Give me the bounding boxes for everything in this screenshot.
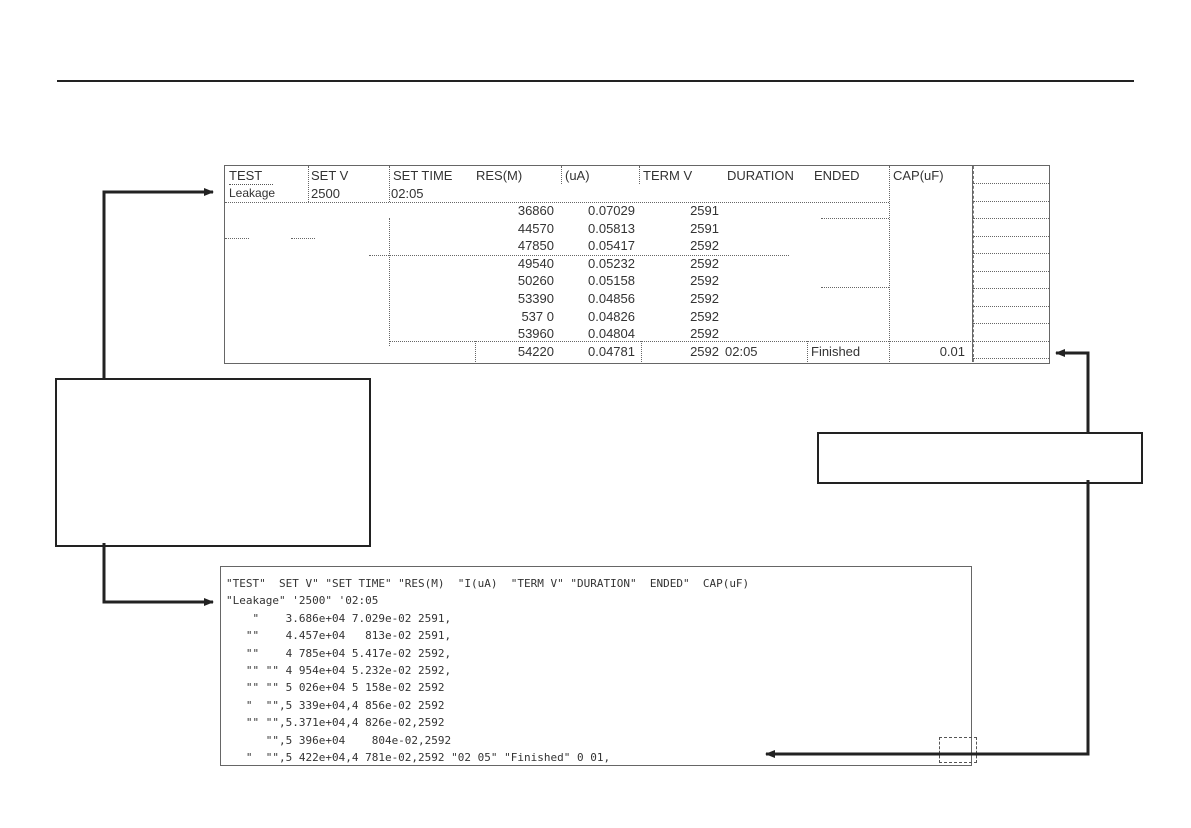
cell-set-v: 2500 <box>311 186 340 201</box>
table-row <box>225 290 973 307</box>
highlight-box <box>939 737 977 763</box>
row-divider <box>973 288 1049 289</box>
row-divider <box>973 236 1049 237</box>
cell-cap <box>895 202 965 219</box>
row-divider <box>973 306 1049 307</box>
text-line: "" "" 4 954e+04 5.232e-02 2592, <box>226 664 452 677</box>
text-line: " "",5 422e+04,4 781e-02,2592 "02 05" "Finished" 0 01, <box>226 751 611 764</box>
header-row <box>225 167 973 184</box>
cell-ua: 0.05417 <box>588 238 635 254</box>
callout-box-left <box>55 378 371 547</box>
table-row <box>225 237 973 254</box>
cell-test: Leakage <box>229 186 276 200</box>
header-ua: (uA) <box>565 168 590 183</box>
cell-ua: 0.07029 <box>588 203 635 218</box>
column-divider <box>639 166 640 184</box>
table-row <box>225 202 973 219</box>
cell-term-v: 2592 <box>690 255 719 271</box>
column-divider <box>561 166 562 184</box>
cell-term-v: 2592 <box>690 273 719 289</box>
arrow-to-dump <box>104 543 213 602</box>
cell-ended: Finished <box>811 343 861 359</box>
column-divider <box>807 341 808 362</box>
cell-res: 53960 <box>517 326 554 342</box>
text-line: "" "",5.371e+04,4 826e-02,2592 <box>226 716 445 730</box>
row-divider <box>291 238 315 239</box>
cell-res: 54220 <box>517 343 554 359</box>
row-divider <box>973 341 1049 342</box>
column-divider <box>389 166 390 202</box>
arrow-to-sheet <box>104 192 213 378</box>
column-divider <box>641 341 642 362</box>
cell-ua: 0.05813 <box>588 220 635 236</box>
arrow-to-sheet-column <box>1056 353 1088 432</box>
header-res: RES(M) <box>476 168 523 183</box>
table-row <box>225 255 973 272</box>
cell-ua: 0.04856 <box>588 291 635 306</box>
header-set-time: SET TIME <box>393 168 453 183</box>
cell-term-v: 2591 <box>690 203 719 218</box>
cell-res: 50260 <box>517 273 554 289</box>
row-divider <box>973 218 1049 219</box>
cell-cap <box>895 290 965 307</box>
row-divider <box>973 201 1049 202</box>
text-line: " 3.686e+04 7.029e-02 2591, <box>226 611 452 625</box>
cell-res: 36860 <box>517 203 554 218</box>
cell-set-time: 02:05 <box>391 186 424 201</box>
cell-cap <box>895 308 965 325</box>
text-line: "" "" 5 026e+04 5 158e-02 2592 <box>226 681 445 695</box>
row-divider <box>225 202 889 203</box>
cell-cap <box>895 220 965 237</box>
header-set-v: SET V <box>311 168 349 183</box>
table-row <box>225 325 973 342</box>
cell-cap <box>895 272 965 289</box>
cell-term-v: 2592 <box>690 238 719 254</box>
cell-res: 49540 <box>517 255 554 271</box>
header-term-v: TERM V <box>643 168 693 183</box>
row-divider <box>369 255 789 256</box>
cell-ua: 0.04804 <box>588 326 635 342</box>
cell-duration: 02:05 <box>725 343 758 359</box>
spreadsheet-view <box>224 165 1050 364</box>
text-output-view <box>220 566 972 766</box>
cell-term-v: 2592 <box>690 326 719 342</box>
cell-term-v: 2591 <box>690 220 719 236</box>
cell-cap <box>895 255 965 272</box>
callout-box-right <box>817 432 1143 484</box>
cell-cap <box>895 237 965 254</box>
cell-cap <box>895 325 965 342</box>
column-divider <box>889 166 890 362</box>
row-divider <box>821 287 889 288</box>
row-divider <box>973 323 1049 324</box>
row-divider <box>973 271 1049 272</box>
text-line: " "",5 339e+04,4 856e-02 2592 <box>226 698 445 712</box>
table-row <box>225 343 973 360</box>
cell-res: 44570 <box>517 220 554 236</box>
cell-term-v: 2592 <box>690 308 719 324</box>
text-line: "Leakage" '2500" '02:05 <box>226 594 379 608</box>
cell-cap: 0.01 <box>939 343 965 359</box>
cell-res: 537 0 <box>521 308 554 324</box>
header-ended: ENDED <box>814 168 860 183</box>
column-divider <box>475 341 476 362</box>
table-row <box>225 308 973 325</box>
top-rule <box>57 80 1134 82</box>
text-line: "" 4.457e+04 813e-02 2591, <box>226 629 452 643</box>
text-line: "TEST" SET V" "SET TIME" "RES(M) "I(uA) "TERM V" "DURATION" ENDED" CAP(uF) <box>226 577 750 590</box>
cell-ua: 0.04781 <box>588 343 635 359</box>
row-divider <box>973 253 1049 254</box>
cell-ua: 0.04826 <box>588 308 635 324</box>
row-divider <box>973 183 1049 184</box>
row-divider <box>821 218 889 219</box>
text-line: "" 4 785e+04 5.417e-02 2592, <box>226 646 452 660</box>
column-divider <box>308 166 309 202</box>
table-row <box>225 220 973 237</box>
cell-res: 47850 <box>517 238 554 254</box>
header-duration: DURATION <box>727 168 794 183</box>
text-line: "",5 396e+04 804e-02,2592 <box>226 733 452 747</box>
cell-res: 53390 <box>517 291 554 306</box>
row-divider <box>225 238 249 239</box>
table-row <box>225 185 973 202</box>
cell-term-v: 2592 <box>690 291 719 306</box>
cell-ua: 0.05232 <box>588 255 635 271</box>
empty-column <box>973 166 1050 362</box>
cell-term-v: 2592 <box>690 343 719 359</box>
cell-ua: 0.05158 <box>588 273 635 289</box>
row-divider <box>973 358 1049 359</box>
header-cap: CAP(uF) <box>893 168 944 183</box>
column-divider <box>389 218 390 346</box>
header-test: TEST <box>229 167 273 185</box>
row-divider <box>389 341 973 342</box>
